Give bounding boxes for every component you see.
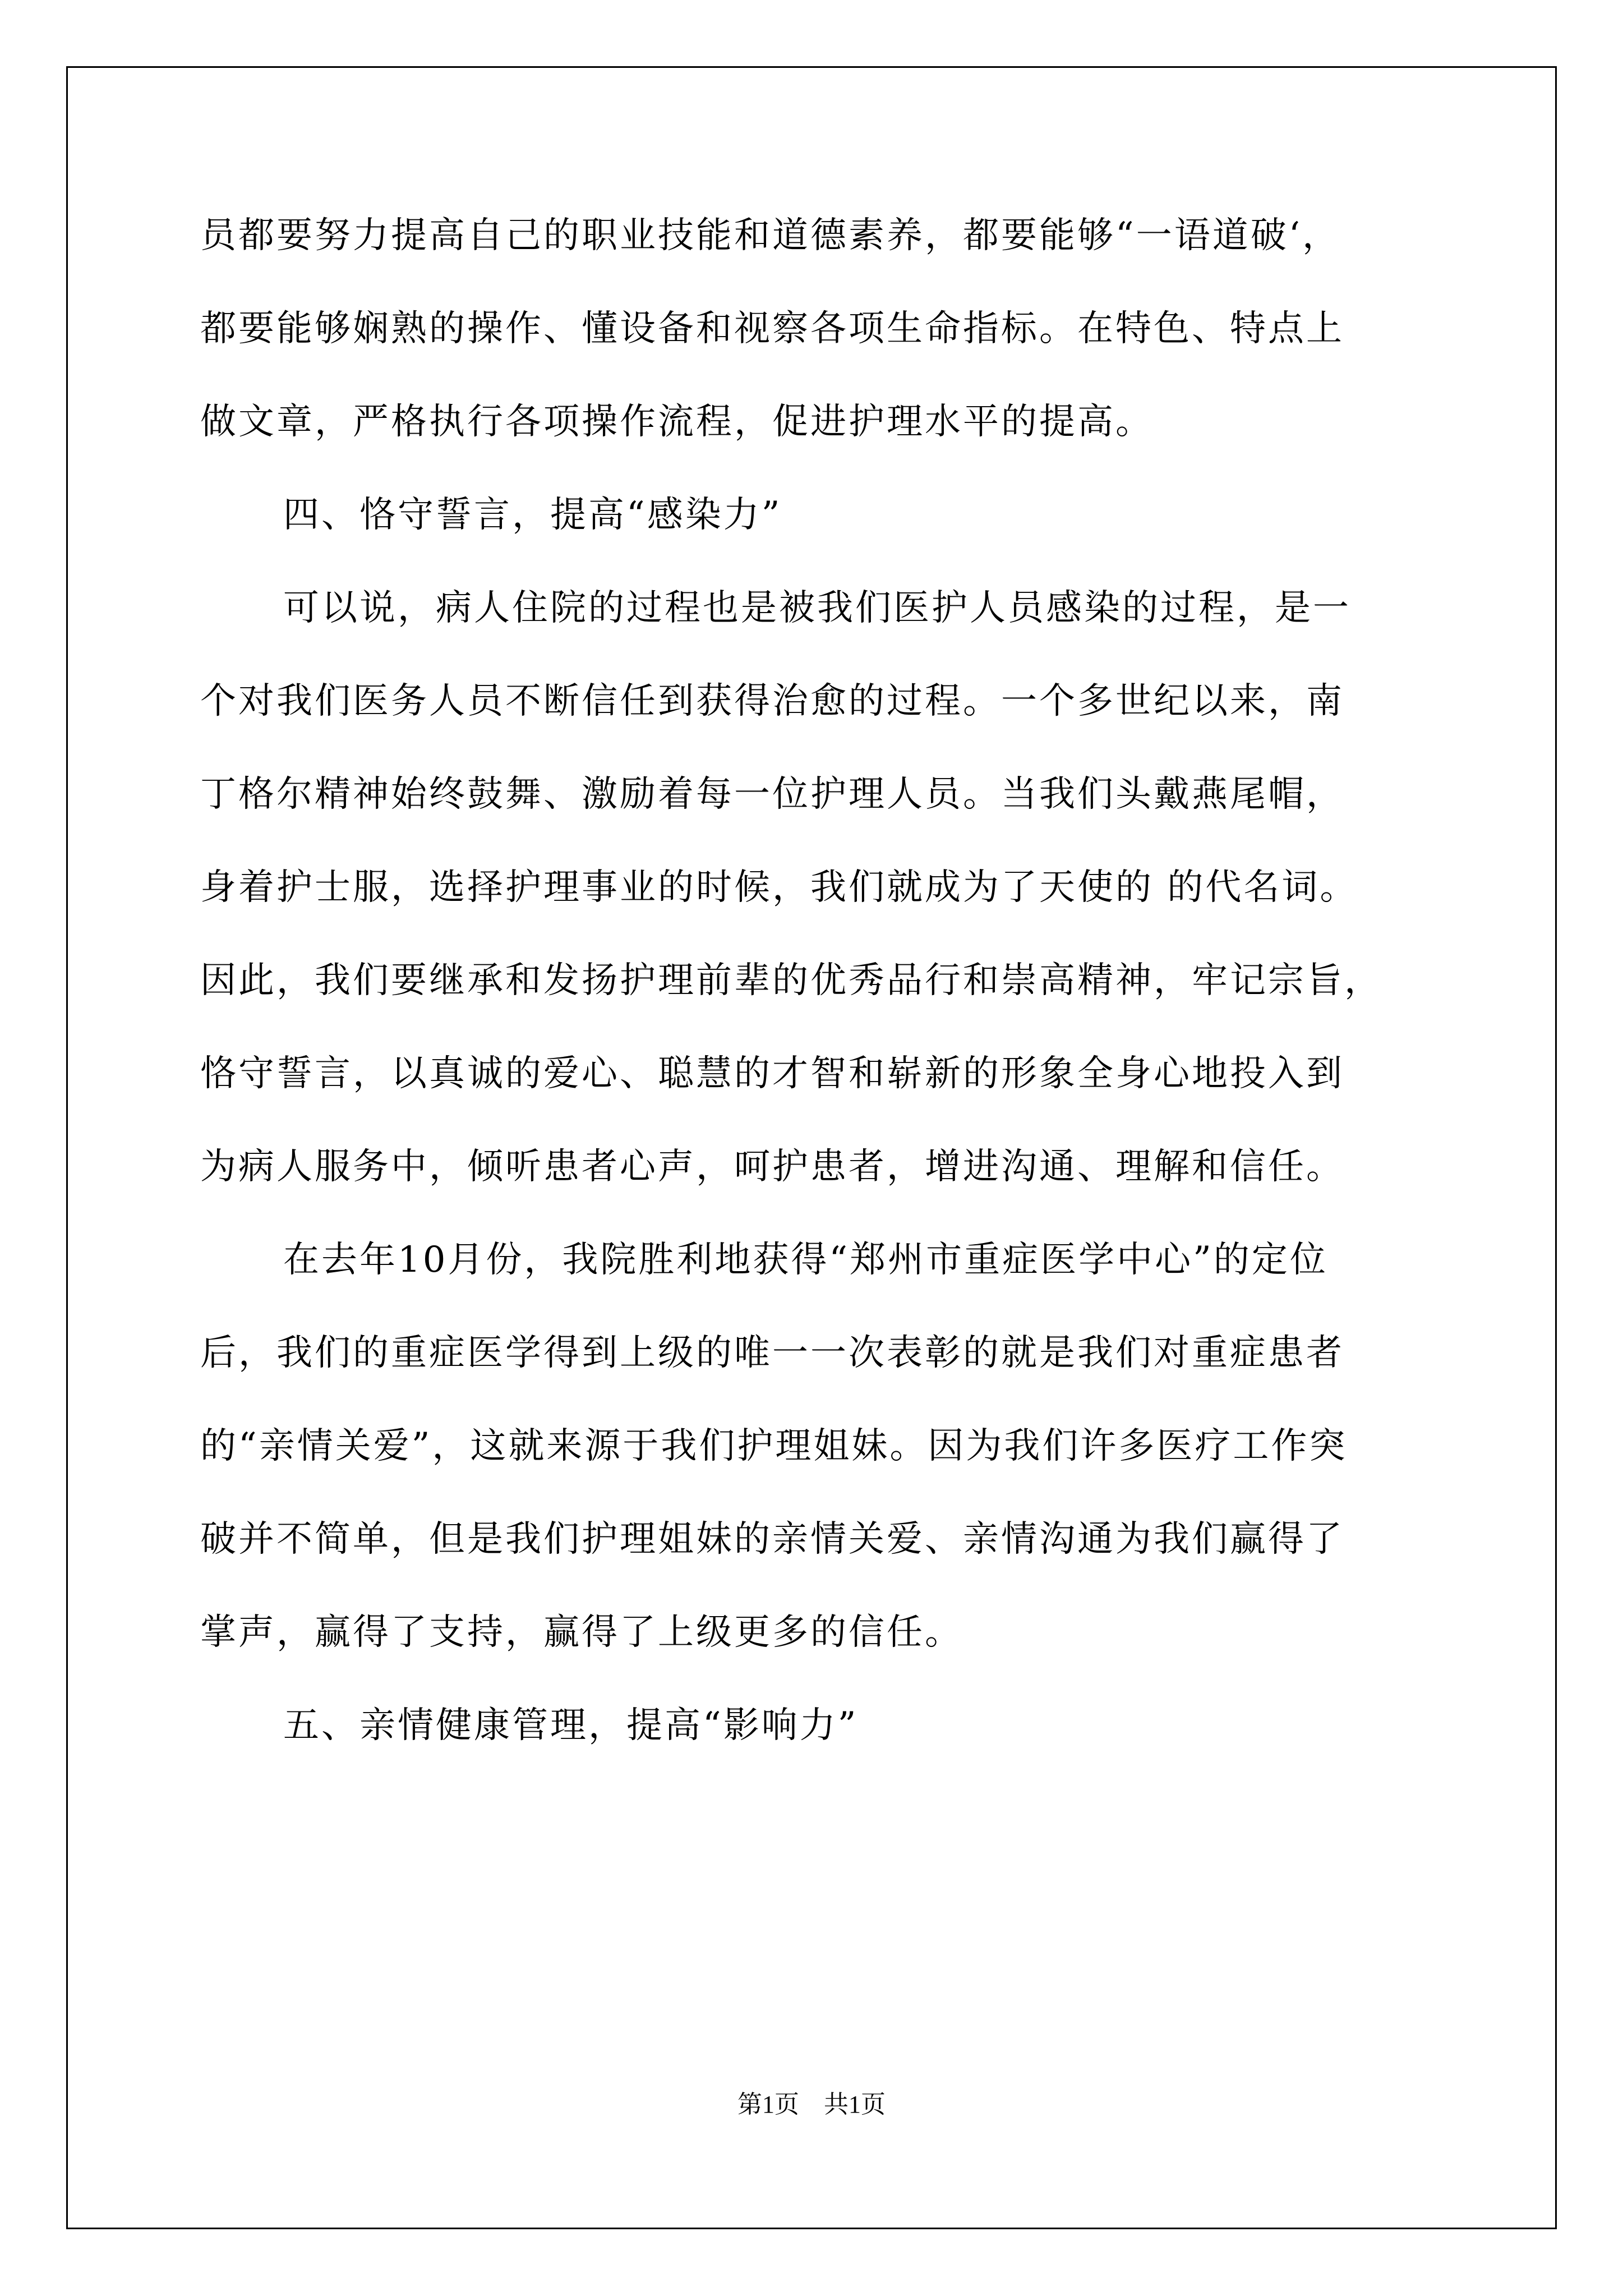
section-heading: 五、亲情健康管理，提高“影响力” [283,1705,859,1746]
body-text-line: 的“亲情关爱”，这就来源于我们护理姐妹。因为我们许多医疗工作突 [200,1425,1348,1467]
body-text-line: 后，我们的重症医学得到上级的唯一一次表彰的就是我们对重症患者 [200,1332,1344,1374]
section-heading: 四、恪守誓言，提高“感染力” [283,494,782,536]
body-text-line: 员都要努力提高自己的职业技能和道德素养，都要能够“一语道破‘， [200,215,1341,256]
body-text-line: 个对我们医务人员不断信任到获得治愈的过程。一个多世纪以来，南 [200,680,1344,722]
paragraph-first-line: 可以说，病人住院的过程也是被我们医护人员感染的过程，是一 [283,587,1351,629]
body-text-line: 都要能够娴熟的操作、懂设备和视察各项生命指标。在特色、特点上 [200,308,1344,349]
body-text-line: 因此，我们要继承和发扬护理前辈的优秀品行和崇高精神，牢记宗旨， [200,960,1382,1001]
body-text-line: 掌声，赢得了支持，赢得了上级更多的信任。 [200,1612,963,1653]
body-text-line: 破并不简单，但是我们护理姐妹的亲情关爱、亲情沟通为我们赢得了 [200,1519,1344,1560]
body-text-line: 为病人服务中，倾听患者心声，呵护患者，增进沟通、理解和信任。 [200,1146,1344,1188]
page-number-footer: 第1页 共1页 [737,2091,886,2118]
body-text-line: 做文章，严格执行各项操作流程，促进护理水平的提高。 [200,401,1154,443]
body-text-line: 丁格尔精神始终鼓舞、激励着每一位护理人员。当我们头戴燕尾帽， [200,774,1344,815]
document-body [200,208,1434,1791]
body-text-line: 身着护士服，选择护理事业的时候，我们就成为了天使的 的代名词。 [200,867,1358,908]
paragraph-first-line: 在去年10月份，我院胜利地获得“郑州市重症医学中心”的定位 [283,1239,1328,1281]
body-text-line: 恪守誓言，以真诚的爱心、聪慧的才智和崭新的形象全身心地投入到 [200,1053,1344,1094]
